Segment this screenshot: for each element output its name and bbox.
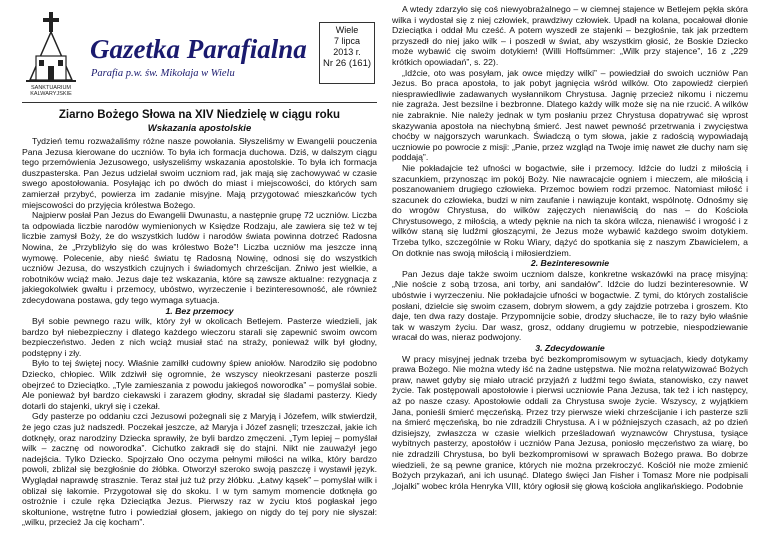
newsletter-title: Gazetka Parafialna (90, 34, 307, 64)
svg-text:KALWARYJSKIE: KALWARYJSKIE (30, 91, 72, 97)
paragraph: Tydzień temu rozważaliśmy różne nasze powołania. Słyszeliśmy w Ewangelii pouczenia Pana Jezusa kierowane do uczniów. To była ich formacja duchowa. Dziś, w dalszym ciągu tego przemówienia Jezusowego, usłyszeliśmy wskazania apostolskie. To była ich formacja duszpasterska. Pan Jezus udzielał swoim uczniom rad, jak mają się zachowywać w czasie swego apostołowania. Posyłając ich po dwóch do miast i miejscowości, do których sam zamierzał przybyć, powierza im zadanie misyjne. Mają przygotować mieszkańców tych miejscowości do przyjęcia królestwa Bożego. (22, 136, 377, 210)
date-year: 2013 r. (333, 47, 361, 57)
section-heading: 2. Bezinteresownie (530, 258, 610, 269)
paragraph: A wtedy zdarzyło się coś niewyobrażalnego – w ciemnej stajence w Betlejem pękła skóra wilka i wydostał się z niej człowiek, prawdziwy człowiek. Upadł na kolana, pocałował dłonie Dzieciątka i oddał Mu cześć. A potem wyszedł ze stajenki – bezgłośnie, tak jak przedtem przyszedł do niej jako wilk – i poszedł w świat, aby wszystkim głosić, że Boskie Dziecko może wybawić cię swoim dotykiem! (Willi Hoffsümmer: „Wilk przy stajence”, 16 z „229 krótkich opowiadań”, s. 22). (392, 4, 748, 67)
parish-subtitle: Parafia p.w. św. Mikołaja w Wielu (91, 68, 235, 79)
paragraph: Było to tej świętej nocy. Właśnie zamilkł cudowny śpiew aniołów. Narodziło się podobno Dziecko, chłopiec. Wilk zdziwił się ogromnie, że wszyscy nieokrzesani pasterze poszli obejrzeć to Dzieciątko. „Tyle zamieszania z powodu jakiegoś noworodka” – pomyślał sobie. Ale ponieważ był bardzo ciekawski i zarazem głodny, skradał się śladami pasterzy. Kiedy dotarli do stajenki, ukrył się i czekał. (22, 358, 377, 411)
paragraph: Był sobie pewnego razu wilk, który żył w okolicach Betlejem. Pasterze wiedzieli, jak bardzo był niebezpieczny i dlatego każdego wieczoru starali się zapewnić swoim owcom bezpieczeństwo. Jeden z nich wciąż musiał stać na straży, ponieważ wilk był głodny, podstępny i zły. (22, 316, 377, 358)
section-heading: 1. Bez przemocy (165, 305, 234, 316)
issue-date-box (319, 22, 375, 84)
date-day: 7 lipca (333, 36, 360, 46)
date-place: Wiele (335, 25, 359, 35)
section-heading: 3. Zdecydowanie (535, 343, 605, 353)
article-title: Ziarno Bożego Słowa na XIV Niedzielę w ciągu roku (58, 109, 341, 121)
paragraph: „Idźcie, oto was posyłam, jak owce między wilki” – powiedział do swoich uczniów Pan Jezus. Bo praca apostoła, to jak pobyt jagnięcia wśród wilków. Oto zapowiedź cierpień niesprawiedliwie zadawanych wysłannikom Chrystusa. Jagnię przecież nikomu i niczemu nie zagraża. Jest bezsilne i bezbronne. Dlatego każdy wilk może się na nie rzucić. A wilków nie zabraknie. Nie należy jednak w tym posłaniu przez Chrystusa dopatrywać się wprost skazywania apostoła na niechybną śmierć. Jest nawet pewność przetrwania i zwycięstwa choćby w najgorszych warunkach. Świadczą o tym słowa, jakie z radością wypowiadają uczniowie po powrocie z misji: „Panie, przez wzgląd na Twoje imię nawet złe duchy nam się poddają”. (392, 67, 748, 163)
paragraph: W pracy misyjnej jednak trzeba być bezkompromisowym w sytuacjach, kiedy dotykamy prawa Bożego. Nie można wtedy iść na żadne ustępstwa. Nie można relatywizować Bożych praw, nawet gdyby się miało utracić przyjaźń z ludźmi tego świata, stanowisko, czy nawet życie. Tak postępowali apostołowie i pierwsi uczniowie Pana Jezusa, tak też i ich następcy, aż po nasze czasy. Apostołowie oddali za Chrystusa swoje życie. Wszyscy, z wyjątkiem Jana, ponieśli śmierć męczeńską. Przez trzy pierwsze wieki chrześcijanie i ich pasterze szli na śmierć męczeńską, bo nie zdradzili Chrystusa. A i w późniejszych czasach, aż po dzień dzisiejszy, zwłaszcza w czasie wielkich prześladowań wyznawców Chrystusa, tysiące wybitnych pasterzy, apostołów i uczniów Pana Jezusa, poniosło męczeństwo za wiarę, bo nie zdradzili Chrystusa, bo byli bezkompromisowi w sprawach Bożego prawa. Bo dobrze wiedzieli, że są pewne granice, których nie można przekroczyć. Kościół nie może zmienić Bożych przykazań, ani ich usunąć. Dlatego święci Jan Fisher i Tomasz More nie podpisali „lojalki” wobec króla Henryka VIII, który ogłosił się głową kościoła anglikańskiego. Podobnie (392, 353, 748, 491)
paragraph: Pan Jezus daje także swoim uczniom dalsze, konkretne wskazówki na pracę misyjną: „Nie noście z sobą trzosa, ani torby, ani sandałów”. Idźcie do ludzi bezinteresownie. W ubóstwie i wyrzeczeniu. Nie pokładajcie ufności w bogactwie. Z tymi, do których zostaliście posłani, dzielcie się swoim czasem, dobrym słowem, a gdy zajdzie potrzeba i groszem. Kto daje, ten dwa razy dostaje. Przypomnijcie sobie, drodzy słuchacze, ile to razy było właśnie tak w waszym życiu. Dar wasz, grosz, oddany drugiemu w potrzebie, niespodziewanie wracał do was, nieraz podwojony. (392, 268, 748, 343)
paragraph: Nie pokładajcie też ufności w bogactwie, siłe i przemocy. Idźcie do ludzi z miłością i szacunkiem, przynosząc im pokój Boży. Nie nawracajcie ogniem i mieczem, ale miłością i poszanowaniem drugiego człowieka. Przemoc bowiem rodzi przemoc. Natomiast miłość i szacunek do człowieka, budzi w nim zaufanie i nawiązuje kontakt, wspólnotę. Odnośmy się do wrogów Chrystusa, do wilków zajęczych nienawiścią do nas – do Kościoła Chrystusowego, z miłością, a wtedy pęknie na nich ta skóra wilcza, nienawiść i wrogość i z wilków staną się ludźmi głoszącymi, że Jezus może wybawić każdego swoim dotykiem. Trzeba tylko, szczególnie w Roku Wiary, dążyć do spotkania się z naszym Zbawicielem, a On dotknie nas swoją miłością i miłosierdziem. (392, 162, 748, 258)
svg-text:SANKTUARIUM: SANKTUARIUM (30, 85, 72, 91)
sanctuary-logo-icon (22, 10, 80, 98)
issue-number: Nr 26 (161) (322, 58, 372, 69)
right-column (392, 4, 748, 491)
left-column (22, 6, 377, 528)
paragraph: Gdy pasterze po oddaniu czci Jezusowi pożegnali się z Maryją i Józefem, wilk stwierdził, że jego czas już nadszedł. Poczekał jeszcze, aż Maryja i Józef zasnęli; trzeszczał, jakie ich dotknęły, oraz narodziny Dziecka sprawiły, że byli bardzo zmęczeni. „Tym lepiej – pomyślał wilk – zacznę od noworodka”. Cichutko zakradł się do stajni. Nikt nie zauważył jego nadejścia. Tylko Dziecko. Spojrzało Ono oczyma pełnymi miłości na wilka, który bardzo powoli, zbliżał się bezgłośnie do żłóbka. Otworzył szeroko swoją paszczę i wystawił język. Wyglądał naprawdę strasznie. Teraz stał już tuż przy żłóbku. „Łatwy kąsek” – pomyślał wilk i oblizał się łakomie. Przygotował się do skoku. I w tym samym momencie dotknęła go ostrożnie i czule ręka Dzieciątka Jezus. Pierwszy raz w życiu ktoś pogłaskał jego skołtunione, wstrętne futro i powiedział głosem, jakiego on nigdy do tej pory nie słyszał: „wilku, przecież Ja cię kocham”. (22, 411, 377, 528)
article-subtitle: Wskazania apostolskie (147, 123, 252, 134)
paragraph: Najpierw posłał Pan Jezus do Ewangelii Dwunastu, a następnie grupę 72 uczniów. Liczba ta odpowiada liczbie narodów wymienionych w Księdze Rodzaju, ale zawiera się też w tej liczbie zamysł Boży, że do wszystkich ludów i narodów świata powinna dotrzeć Radosna Nowina, że „Przybliżyło się do was królestwo Boże”! Liczba uczniów ma jeszcze inną wymowę. Polecenie, aby nieść światu tę Radosną Nowinę, odnosi się do wszystkich uczniów Jezusa, do wszystkich czujnych i świadomych chrześcijan. Żniwo jest wielkie, a robotników wciąż mało. Jezus daje też wskazania, które są zawsze aktualne: rezygnacja z jakiegokolwiek gwałtu i przemocy, ubóstwo, wyrzeczenie i bezinteresowność, ale również zdecydowana postawa, gdy tego wymaga sytuacja. (22, 210, 377, 305)
masthead (22, 6, 377, 103)
